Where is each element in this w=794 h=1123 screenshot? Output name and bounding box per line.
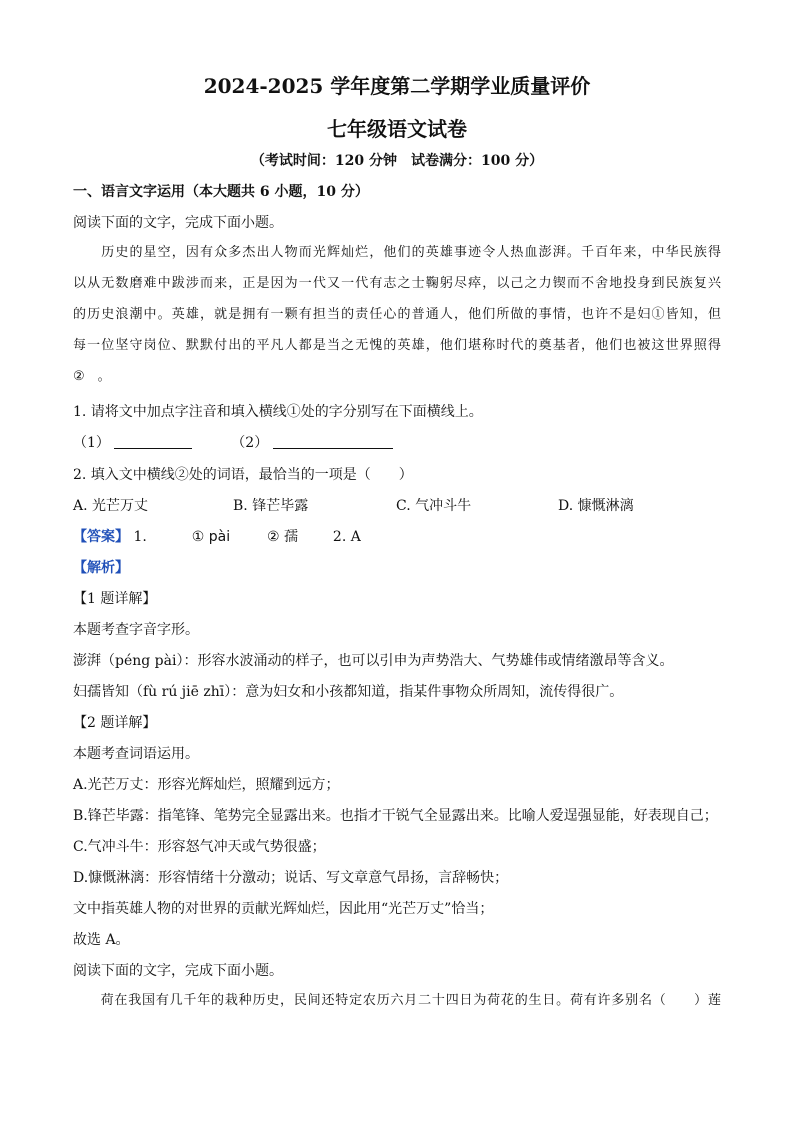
option-b: B. 锋芒毕露 (233, 498, 309, 514)
reading-instruction-2: 阅读下面的文字，完成下面小题。 (73, 963, 283, 979)
answer-row (73, 526, 361, 546)
option-a: A. 光芒万丈 (73, 498, 149, 514)
blank-2-label: （2） (231, 435, 269, 451)
exam-subtitle: 七年级语文试卷 (327, 117, 467, 141)
option-c: C. 气冲斗牛 (396, 498, 472, 514)
blank-2-line[interactable] (273, 434, 393, 449)
passage-line: ② 。 (73, 369, 111, 384)
option-d: D. 慷慨淋漓 (558, 498, 634, 514)
passage-line: 历史的星空，因有众多杰出人物而光辉灿烂，他们的英雄事迹令人热血澎湃。千百年来，中华民族得 (73, 245, 721, 260)
answer-tag: 【答案】 (73, 529, 129, 545)
reading-passage (73, 237, 721, 392)
passage-line: 的历史浪潮中。英雄，就是拥有一颗有担当的责任心的普通人，他们所做的事情，也许不是妇①皆知，但 (73, 307, 721, 322)
blank-1-line[interactable] (114, 434, 192, 449)
q2-detail-c: C.气冲斗牛：形容怒气冲天或气势很盛； (73, 839, 326, 855)
q2-detail-conclusion: 文中指英雄人物的对世界的贡献光辉灿烂，因此用“光芒万丈”恰当； (73, 901, 494, 917)
answer-q1-num: 1. (133, 529, 147, 545)
q1-detail-tag: 【1 题详解】 (73, 591, 157, 607)
blank-1-label: （1） (73, 435, 110, 451)
answer-q2: 2. A (332, 529, 361, 545)
q1-detail-line-1: 澎湃（péng pài）：形容水波涌动的样子，也可以引申为声势浩大、气势雄伟或情绪激昂等含义。 (73, 653, 674, 669)
q2-detail-a: A.光芒万丈：形容光辉灿烂，照耀到远方； (73, 777, 340, 793)
answer-mark-2: ② (267, 529, 280, 545)
q2-detail-tag: 【2 题详解】 (73, 715, 157, 731)
question-2: 2. 填入文中横线②处的词语，最恰当的一项是（ ） (73, 467, 413, 483)
answer-value-1: pài (208, 529, 231, 545)
section-heading: 一、语言文字运用（本大题共 6 小题，10 分） (73, 184, 369, 200)
passage-line: 以从无数磨难中跋涉而来，正是因为一代又一代有志之士鞠躬尽瘁，以己之力锲而不舍地投身到民族复兴 (73, 276, 721, 291)
q1-detail-intro: 本题考查字音字形。 (73, 622, 199, 638)
q2-detail-intro: 本题考查词语运用。 (73, 746, 199, 762)
passage-line: 每一位坚守岗位、默默付出的平凡人都是当之无愧的英雄，他们堪称时代的奠基者，他们也被这世界照得 (73, 338, 721, 353)
analysis-tag: 【解析】 (73, 560, 129, 576)
answer-value-2: 孺 (284, 529, 299, 545)
question-1: 1. 请将文中加点字注音和填入横线①处的字分别写在下面横线上。 (73, 404, 483, 420)
q1-detail-line-2: 妇孺皆知（fù rú jiē zhī）：意为妇女和小孩都知道，指某件事物众所周知，流传得很广。 (73, 684, 624, 700)
passage-line: 荷在我国有几千年的栽种历史，民间还特定农历六月二十四日为荷花的生日。荷有许多别名（ ）莲 (73, 993, 721, 1008)
q2-detail-d: D.慷慨淋漓：形容情绪十分激动；说话、写文章意气昂扬，言辞畅快； (73, 870, 509, 886)
exam-title: 2024-2025 学年度第二学期学业质量评价 (203, 74, 591, 98)
q2-detail-choice: 故选 A。 (73, 932, 130, 948)
reading-passage-2 (73, 985, 721, 1016)
q2-detail-b: B.锋芒毕露：指笔锋、笔势完全显露出来。也指才干锐气全显露出来。比喻人爱逞强显能，好表现自己； (73, 808, 718, 824)
answer-blanks-row (73, 432, 393, 452)
reading-instruction: 阅读下面的文字，完成下面小题。 (73, 215, 283, 231)
answer-mark-1: ① (191, 529, 205, 545)
exam-info: （考试时间：120 分钟 试卷满分：100 分） (250, 153, 544, 169)
